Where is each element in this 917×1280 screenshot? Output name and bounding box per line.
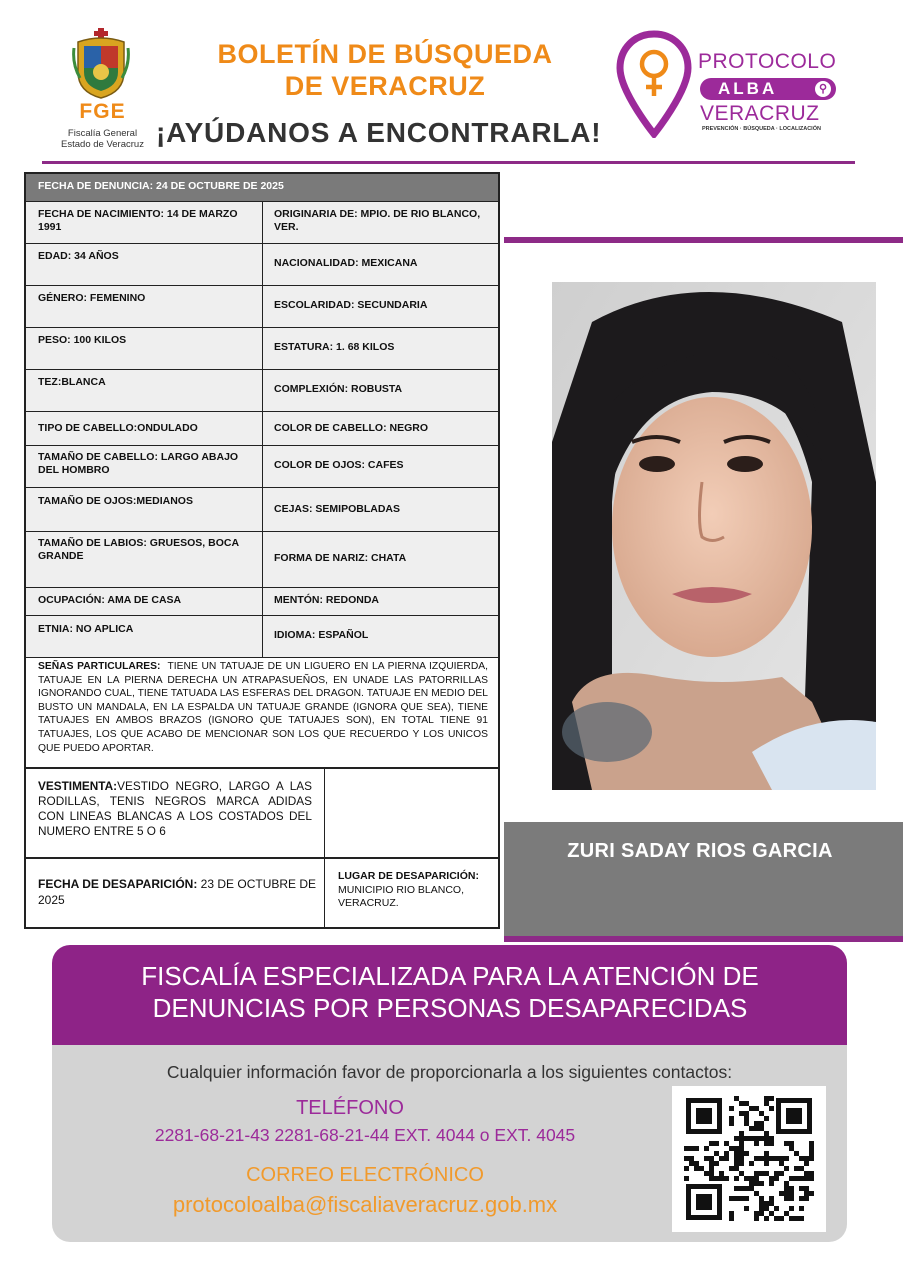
qr-module (749, 1181, 754, 1186)
qr-module (729, 1196, 734, 1201)
qr-module (794, 1176, 799, 1181)
qr-module (809, 1156, 814, 1161)
qr-module (759, 1126, 764, 1131)
qr-module (754, 1216, 759, 1221)
qr-module (794, 1151, 799, 1156)
qr-module (769, 1156, 774, 1161)
qr-module (749, 1186, 754, 1191)
qr-module (739, 1186, 744, 1191)
qr-module (739, 1131, 744, 1136)
gender: GÉNERO: FEMENINO (38, 292, 146, 304)
hair-type: TIPO DE CABELLO:ONDULADO (38, 422, 198, 434)
clothing (38, 779, 312, 839)
qr-module (709, 1141, 714, 1146)
clothing-text: VESTIDO NEGRO, LARGO A LAS RODILLAS, TENIS NEGROS MARCA ADIDAS CON LINEAS BLANCAS A LOS COSTADOS DEL NUMERO ENTRE 5 O 6 (38, 779, 312, 838)
protocolo-alba-logo (612, 30, 852, 140)
qr-module (799, 1206, 804, 1211)
qr-module (734, 1146, 739, 1151)
qr-module (744, 1151, 749, 1156)
qr-module (734, 1156, 739, 1161)
clothing-label: VESTIMENTA: (38, 779, 118, 793)
qr-module (769, 1141, 774, 1146)
occupation: OCUPACIÓN: AMA DE CASA (38, 594, 182, 606)
qr-module (764, 1116, 769, 1121)
qr-module (759, 1196, 764, 1201)
qr-module (809, 1171, 814, 1176)
qr-module (789, 1206, 794, 1211)
qr-module (754, 1171, 759, 1176)
qr-module (734, 1151, 739, 1156)
qr-module (739, 1156, 744, 1161)
qr-module (759, 1201, 764, 1206)
qr-module (734, 1196, 739, 1201)
skin-tone: TEZ:BLANCA (38, 376, 106, 388)
bulletin-subtitle: ¡AYÚDANOS A ENCONTRARLA! (156, 117, 602, 148)
qr-module (799, 1216, 804, 1221)
qr-module (779, 1171, 784, 1176)
qr-module (759, 1136, 764, 1141)
qr-module (784, 1166, 789, 1171)
height: ESTATURA: 1. 68 KILOS (274, 341, 395, 353)
qr-module (784, 1191, 789, 1196)
qr-module (744, 1111, 749, 1116)
qr-module (739, 1146, 744, 1151)
fiscalia-banner-line2: DENUNCIAS POR PERSONAS DESAPARECIDAS (152, 993, 748, 1023)
qr-module (769, 1196, 774, 1201)
qr-module (754, 1121, 759, 1126)
qr-module (774, 1156, 779, 1161)
qr-module (684, 1146, 689, 1151)
disappearance-place (338, 870, 493, 911)
qr-module (789, 1186, 794, 1191)
alba-tagline: PREVENCIÓN · BÚSQUEDA · LOCALIZACIÓN (702, 126, 821, 132)
contact-intro: Cualquier información favor de proporcionarla a los siguientes contactos: (166, 1062, 733, 1082)
qr-module (754, 1126, 759, 1131)
alba-pill (700, 78, 836, 100)
qr-module (789, 1191, 794, 1196)
qr-module (734, 1166, 739, 1171)
magnifier-icon: ⚲ (815, 81, 831, 97)
qr-module (769, 1106, 774, 1111)
fge-logo (50, 28, 160, 153)
qr-module (784, 1156, 789, 1161)
alba-line3: VERACRUZ (700, 102, 820, 125)
eye-color: COLOR DE OJOS: CAFES (274, 459, 404, 471)
qr-module (789, 1141, 794, 1146)
qr-module (779, 1161, 784, 1166)
qr-module (709, 1171, 714, 1176)
qr-module (789, 1216, 794, 1221)
qr-module (709, 1166, 714, 1171)
fge-logo-text: FGE (79, 100, 126, 123)
qr-module (809, 1141, 814, 1146)
qr-module (739, 1161, 744, 1166)
qr-module (729, 1116, 734, 1121)
qr-module (734, 1136, 739, 1141)
qr-module (779, 1156, 784, 1161)
qr-module (739, 1151, 744, 1156)
report-date: FECHA DE DENUNCIA: 24 DE OCTUBRE DE 2025 (26, 174, 498, 201)
qr-module (799, 1186, 804, 1191)
email-label: CORREO ELECTRÓNICO (246, 1164, 484, 1186)
qr-module (709, 1161, 714, 1166)
qr-module (714, 1176, 719, 1181)
qr-module (759, 1111, 764, 1116)
qr-module (754, 1181, 759, 1186)
qr-module (764, 1136, 769, 1141)
phone-numbers[interactable]: 2281-68-21-43 2281-68-21-44 EXT. 4044 o EXT. 4045 (154, 1125, 576, 1145)
qr-module (784, 1196, 789, 1201)
qr-module (759, 1156, 764, 1161)
bulletin-title-line1: BOLETÍN DE BÚSQUEDA (217, 39, 553, 69)
qr-module (719, 1176, 724, 1181)
qr-module (779, 1191, 784, 1196)
qr-module (784, 1141, 789, 1146)
qr-module (744, 1136, 749, 1141)
qr-module (709, 1156, 714, 1161)
qr-module (719, 1171, 724, 1176)
row-divider (26, 657, 498, 658)
qr-module (799, 1196, 804, 1201)
alba-line2: ALBA (718, 79, 778, 98)
distinguishing-marks-text: TIENE UN TATUAJE DE UN LIGUERO EN LA PIERNA IZQUIERDA, TATUAJE EN LA PIERNA DERECHA UN ATRAPASUEÑOS, EN UNADE LAS PATORRILLAS IGNORANDO CUAL, TIENE TATUADA LAS ESFERAS DEL DRAGON. TATUAJE EN MEDIO DEL BUSTO UN MANDALA, EN LA ESPALDA UN TATUAJE GRANDE (IGNORA QUE SEA), TIENE TATUAJES EN AMBOS BRAZOS (IGNORO QUE TATUAJES SON), EN TOTAL TIENE 91 TATUAJES, LOS QUE ACABO DE MENCIONAR SON LOS QUE RECUERDO Y LOS UNICOS QUE PUEDO APORTAR. (38, 661, 488, 754)
qr-module (764, 1171, 769, 1176)
qr-module (744, 1196, 749, 1201)
disappearance-date-value: 23 DE OCTUBRE DE 2025 (38, 877, 317, 907)
qr-module (799, 1166, 804, 1171)
qr-module (739, 1196, 744, 1201)
hair-color: COLOR DE CABELLO: NEGRO (274, 422, 428, 434)
qr-module (734, 1186, 739, 1191)
qr-module (769, 1201, 774, 1206)
qr-module (749, 1176, 754, 1181)
qr-module (754, 1176, 759, 1181)
qr-module (764, 1216, 769, 1221)
disappearance-place-label: LUGAR DE DESAPARICIÓN: (338, 870, 479, 882)
qr-module (764, 1096, 769, 1101)
chin: MENTÓN: REDONDA (274, 594, 379, 606)
qr-module (759, 1206, 764, 1211)
qr-module (804, 1191, 809, 1196)
lips: TAMAÑO DE LABIOS: GRUESOS, BOCA GRANDE (38, 537, 239, 562)
qr-module (739, 1141, 744, 1146)
missing-person-photo (552, 282, 876, 790)
qr-module (694, 1166, 699, 1171)
qr-module (704, 1146, 709, 1151)
qr-module (809, 1191, 814, 1196)
qr-module (759, 1211, 764, 1216)
qr-module (809, 1176, 814, 1181)
qr-module (804, 1171, 809, 1176)
nose: FORMA DE NARIZ: CHATA (274, 552, 407, 564)
qr-module (714, 1161, 719, 1166)
qr-module (749, 1126, 754, 1131)
qr-module (684, 1156, 689, 1161)
qr-module (709, 1176, 714, 1181)
qr-code-graphic (672, 1086, 826, 1232)
qr-module (804, 1176, 809, 1181)
qr-module (704, 1156, 709, 1161)
bulletin-title (170, 38, 600, 102)
qr-module (729, 1121, 734, 1126)
hair-length: TAMAÑO DE CABELLO: LARGO ABAJO DEL HOMBRO (38, 451, 239, 476)
qr-module (789, 1196, 794, 1201)
qr-module (789, 1146, 794, 1151)
qr-module (719, 1156, 724, 1161)
ethnicity: ETNIA: NO APLICA (38, 623, 134, 635)
qr-module (714, 1141, 719, 1146)
missing-person-name: ZURI SADAY RIOS GARCIA (567, 840, 833, 862)
fiscalia-banner-line1: FISCALÍA ESPECIALIZADA PARA LA ATENCIÓN DE (141, 961, 759, 991)
qr-module (729, 1146, 734, 1151)
qr-module (784, 1186, 789, 1191)
qr-module (774, 1216, 779, 1221)
veracruz-crest-icon (72, 28, 130, 100)
distinguishing-marks (38, 660, 488, 755)
age: EDAD: 34 AÑOS (38, 250, 119, 262)
distinguishing-marks-label: SEÑAS PARTICULARES: (38, 661, 161, 672)
eye-size: TAMAÑO DE OJOS:MEDIANOS (38, 495, 193, 507)
origin: ORIGINARIA DE: MPIO. DE RIO BLANCO, VER. (274, 208, 481, 233)
qr-module (739, 1171, 744, 1176)
qr-module (769, 1181, 774, 1186)
fge-logo-subtitle (50, 128, 155, 150)
qr-module (724, 1141, 729, 1146)
qr-module (744, 1206, 749, 1211)
qr-module (774, 1171, 779, 1176)
qr-module (699, 1166, 704, 1171)
birth-date: FECHA DE NACIMIENTO: 14 DE MARZO 1991 (38, 208, 238, 233)
qr-code-icon[interactable] (672, 1086, 826, 1232)
qr-module (764, 1141, 769, 1146)
qr-module (759, 1121, 764, 1126)
qr-module (754, 1141, 759, 1146)
qr-module (754, 1106, 759, 1111)
header-divider (42, 161, 855, 164)
qr-module (784, 1211, 789, 1216)
education: ESCOLARIDAD: SECUNDARIA (274, 299, 428, 311)
person-data-table (24, 172, 500, 929)
qr-module (769, 1176, 774, 1181)
disappearance-place-value: MUNICIPIO RIO BLANCO, VERACRUZ. (338, 883, 465, 909)
qr-module (754, 1191, 759, 1196)
qr-module (729, 1211, 734, 1216)
nationality: NACIONALIDAD: MEXICANA (274, 257, 418, 269)
qr-module (734, 1161, 739, 1166)
fge-logo-subtitle-line2: Estado de Veracruz (61, 139, 144, 150)
qr-module (759, 1181, 764, 1186)
fiscalia-banner-text (70, 960, 830, 1024)
qr-module (769, 1096, 774, 1101)
qr-module (754, 1136, 759, 1141)
build: COMPLEXIÓN: ROBUSTA (274, 383, 403, 395)
qr-module (799, 1156, 804, 1161)
qr-module (749, 1161, 754, 1166)
qr-module (739, 1111, 744, 1116)
language: IDIOMA: ESPAÑOL (274, 629, 369, 641)
row-divider (26, 857, 498, 859)
qr-module (689, 1146, 694, 1151)
qr-module (729, 1216, 734, 1221)
qr-module (684, 1166, 689, 1171)
qr-module (754, 1156, 759, 1161)
qr-module (769, 1136, 774, 1141)
qr-module (744, 1101, 749, 1106)
qr-module (764, 1201, 769, 1206)
disappearance-date (38, 876, 318, 908)
qr-module (764, 1151, 769, 1156)
email-address[interactable]: protocoloalba@fiscaliaveracruz.gob.mx (172, 1192, 558, 1217)
qr-module (804, 1161, 809, 1166)
portrait-image (552, 282, 876, 790)
qr-module (774, 1176, 779, 1181)
qr-module (694, 1146, 699, 1151)
qr-module (724, 1151, 729, 1156)
qr-module (724, 1156, 729, 1161)
name-band-divider (504, 936, 903, 942)
qr-module (744, 1121, 749, 1126)
qr-module (764, 1156, 769, 1161)
qr-module (809, 1146, 814, 1151)
qr-module (739, 1101, 744, 1106)
qr-module (789, 1176, 794, 1181)
qr-module (779, 1216, 784, 1221)
qr-module (784, 1181, 789, 1186)
fge-logo-subtitle-line1: Fiscalía General (67, 128, 138, 139)
qr-module (724, 1176, 729, 1181)
qr-module (689, 1161, 694, 1166)
disappearance-date-label: FECHA DE DESAPARICIÓN: (38, 877, 198, 891)
qr-module (689, 1156, 694, 1161)
qr-module (804, 1156, 809, 1161)
qr-module (764, 1161, 769, 1166)
phone-label: TELÉFONO (296, 1097, 404, 1119)
qr-module (794, 1166, 799, 1171)
qr-module (734, 1176, 739, 1181)
eyebrows: CEJAS: SEMIPOBLADAS (274, 503, 401, 515)
qr-module (804, 1186, 809, 1191)
qr-module (749, 1136, 754, 1141)
female-symbol-pin-icon (616, 30, 692, 138)
qr-module (804, 1196, 809, 1201)
bulletin-title-line2: DE VERACRUZ (284, 71, 486, 101)
qr-module (764, 1206, 769, 1211)
qr-module (744, 1116, 749, 1121)
qr-module (694, 1161, 699, 1166)
qr-module (744, 1176, 749, 1181)
qr-module (729, 1106, 734, 1111)
qr-module (749, 1106, 754, 1111)
qr-module (704, 1171, 709, 1176)
qr-module (769, 1211, 774, 1216)
qr-module (684, 1176, 689, 1181)
qr-module (774, 1206, 779, 1211)
side-divider (504, 237, 903, 243)
alba-line1: PROTOCOLO (698, 50, 837, 73)
qr-module (739, 1136, 744, 1141)
qr-module (754, 1211, 759, 1216)
qr-module (714, 1151, 719, 1156)
qr-module (809, 1151, 814, 1156)
qr-module (734, 1096, 739, 1101)
qr-module (794, 1216, 799, 1221)
qr-module (764, 1131, 769, 1136)
qr-module (729, 1166, 734, 1171)
row-divider (26, 767, 498, 769)
qr-module (759, 1171, 764, 1176)
column-divider (324, 768, 325, 929)
qr-module (744, 1186, 749, 1191)
qr-module (799, 1176, 804, 1181)
qr-module (764, 1101, 769, 1106)
weight: PESO: 100 KILOS (38, 334, 127, 346)
column-divider (262, 201, 263, 657)
